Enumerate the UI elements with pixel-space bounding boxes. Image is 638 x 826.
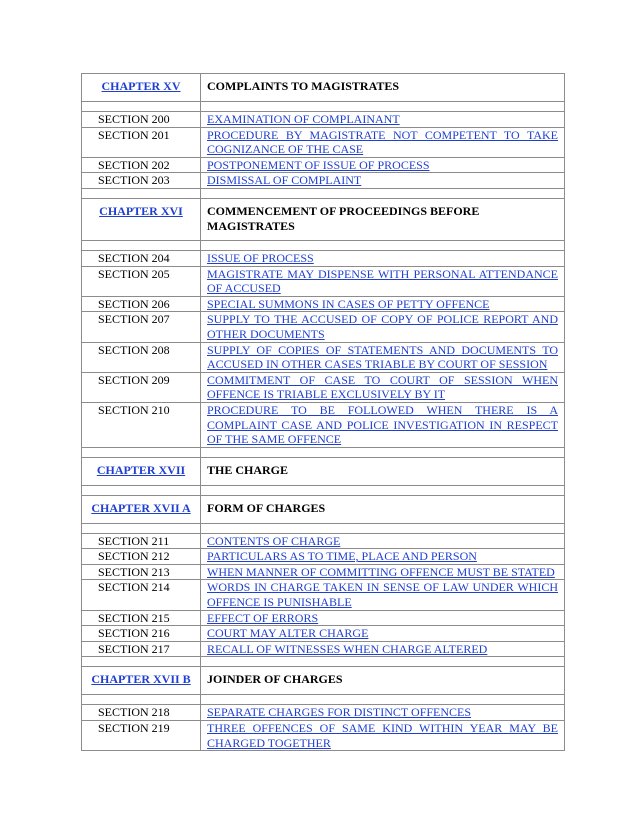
table-row [82, 705, 565, 721]
spacer-row [82, 240, 565, 250]
table-row [82, 626, 565, 642]
chapter-title: FORM OF CHARGES [201, 495, 565, 523]
spacer-row [82, 657, 565, 667]
table-row [82, 157, 565, 173]
chapter-row [82, 667, 565, 695]
table-row [82, 580, 565, 610]
section-link[interactable]: PROCEDURE BY MAGISTRATE NOT COMPETENT TO TAKE COGNIZANCE OF THE CASE [207, 127, 558, 157]
section-link[interactable]: MAGISTRATE MAY DISPENSE WITH PERSONAL ATTENDANCE OF ACCUSED [207, 266, 558, 296]
section-label: SECTION 211 [82, 533, 201, 549]
table-row [82, 250, 565, 266]
chapter-link[interactable]: CHAPTER XVI [99, 203, 183, 218]
chapter-row [82, 495, 565, 523]
chapter-title: COMMENCEMENT OF PROCEEDINGS BEFORE MAGISTRATES [201, 198, 565, 240]
chapter-title: COMPLAINTS TO MAGISTRATES [201, 74, 565, 102]
spacer-row [82, 102, 565, 112]
table-row [82, 266, 565, 296]
section-link[interactable]: PROCEDURE TO BE FOLLOWED WHEN THERE IS A COMPLAINT CASE AND POLICE INVESTIGATION IN RESPECT OF THE SAME OFFENCE [207, 402, 558, 447]
table-row [82, 610, 565, 626]
section-link[interactable]: PARTICULARS AS TO TIME, PLACE AND PERSON [207, 549, 477, 564]
section-link[interactable]: SUPPLY OF COPIES OF STATEMENTS AND DOCUMENTS TO ACCUSED IN OTHER CASES TRIABLE BY COURT OF SESSION [207, 342, 558, 372]
chapter-link[interactable]: CHAPTER XVII B [91, 672, 191, 687]
section-label: SECTION 213 [82, 564, 201, 580]
section-label: SECTION 205 [82, 266, 201, 296]
section-label: SECTION 203 [82, 173, 201, 189]
section-link[interactable]: DISMISSAL OF COMPLAINT [207, 173, 362, 188]
section-label: SECTION 201 [82, 127, 201, 157]
spacer-row [82, 447, 565, 457]
section-link[interactable]: SUPPLY TO THE ACCUSED OF COPY OF POLICE REPORT AND OTHER DOCUMENTS [207, 312, 558, 341]
section-label: SECTION 208 [82, 342, 201, 372]
table-row [82, 173, 565, 189]
table-row [82, 402, 565, 447]
section-label: SECTION 206 [82, 296, 201, 312]
section-label: SECTION 214 [82, 580, 201, 610]
spacer-row [82, 485, 565, 495]
section-label: SECTION 209 [82, 372, 201, 402]
section-link[interactable]: SPECIAL SUMMONS IN CASES OF PETTY OFFENCE [207, 296, 490, 311]
chapter-link[interactable]: CHAPTER XVII [96, 462, 186, 477]
section-label: SECTION 204 [82, 250, 201, 266]
spacer-row [82, 188, 565, 198]
section-label: SECTION 207 [82, 312, 201, 342]
table-row [82, 549, 565, 565]
chapter-row [82, 457, 565, 485]
table-row [82, 312, 565, 342]
table-row [82, 533, 565, 549]
chapter-row [82, 198, 565, 240]
section-link[interactable]: WHEN MANNER OF COMMITTING OFFENCE MUST BE STATED [207, 564, 555, 579]
section-link[interactable]: EXAMINATION OF COMPLAINANT [207, 112, 400, 126]
table-row [82, 112, 565, 128]
section-label: SECTION 218 [82, 705, 201, 721]
section-label: SECTION 215 [82, 610, 201, 626]
chapter-title: THE CHARGE [201, 457, 565, 485]
table-row [82, 641, 565, 657]
table-row [82, 342, 565, 372]
section-label: SECTION 210 [82, 402, 201, 447]
section-link[interactable]: WORDS IN CHARGE TAKEN IN SENSE OF LAW UNDER WHICH OFFENCE IS PUNISHABLE [207, 580, 558, 610]
section-label: SECTION 219 [82, 721, 201, 751]
contents-table [81, 73, 565, 751]
section-label: SECTION 216 [82, 626, 201, 642]
section-link[interactable]: POSTPONEMENT OF ISSUE OF PROCESS [207, 157, 430, 172]
section-link[interactable]: COURT MAY ALTER CHARGE [207, 626, 369, 641]
table-row [82, 721, 565, 751]
section-link[interactable]: ISSUE OF PROCESS [207, 250, 314, 265]
section-link[interactable]: EFFECT OF ERRORS [207, 610, 319, 625]
section-link[interactable]: THREE OFFENCES OF SAME KIND WITHIN YEAR MAY BE CHARGED TOGETHER [207, 721, 558, 750]
table-row [82, 564, 565, 580]
section-link[interactable]: COMMITMENT OF CASE TO COURT OF SESSION WHEN OFFENCE IS TRIABLE EXCLUSIVELY BY IT [207, 372, 558, 402]
section-label: SECTION 202 [82, 157, 201, 173]
section-label: SECTION 212 [82, 549, 201, 565]
section-link[interactable]: RECALL OF WITNESSES WHEN CHARGE ALTERED [207, 641, 488, 656]
chapter-link[interactable]: CHAPTER XVII A [91, 500, 191, 515]
table-row [82, 296, 565, 312]
chapter-link[interactable]: CHAPTER XV [101, 79, 181, 93]
table-row [82, 127, 565, 157]
table-row [82, 372, 565, 402]
section-link[interactable]: CONTENTS OF CHARGE [207, 533, 341, 548]
chapter-row [82, 74, 565, 102]
section-label: SECTION 200 [82, 112, 201, 128]
section-label: SECTION 217 [82, 641, 201, 657]
spacer-row [82, 523, 565, 533]
section-link[interactable]: SEPARATE CHARGES FOR DISTINCT OFFENCES [207, 705, 472, 720]
spacer-row [82, 695, 565, 705]
chapter-title: JOINDER OF CHARGES [201, 667, 565, 695]
